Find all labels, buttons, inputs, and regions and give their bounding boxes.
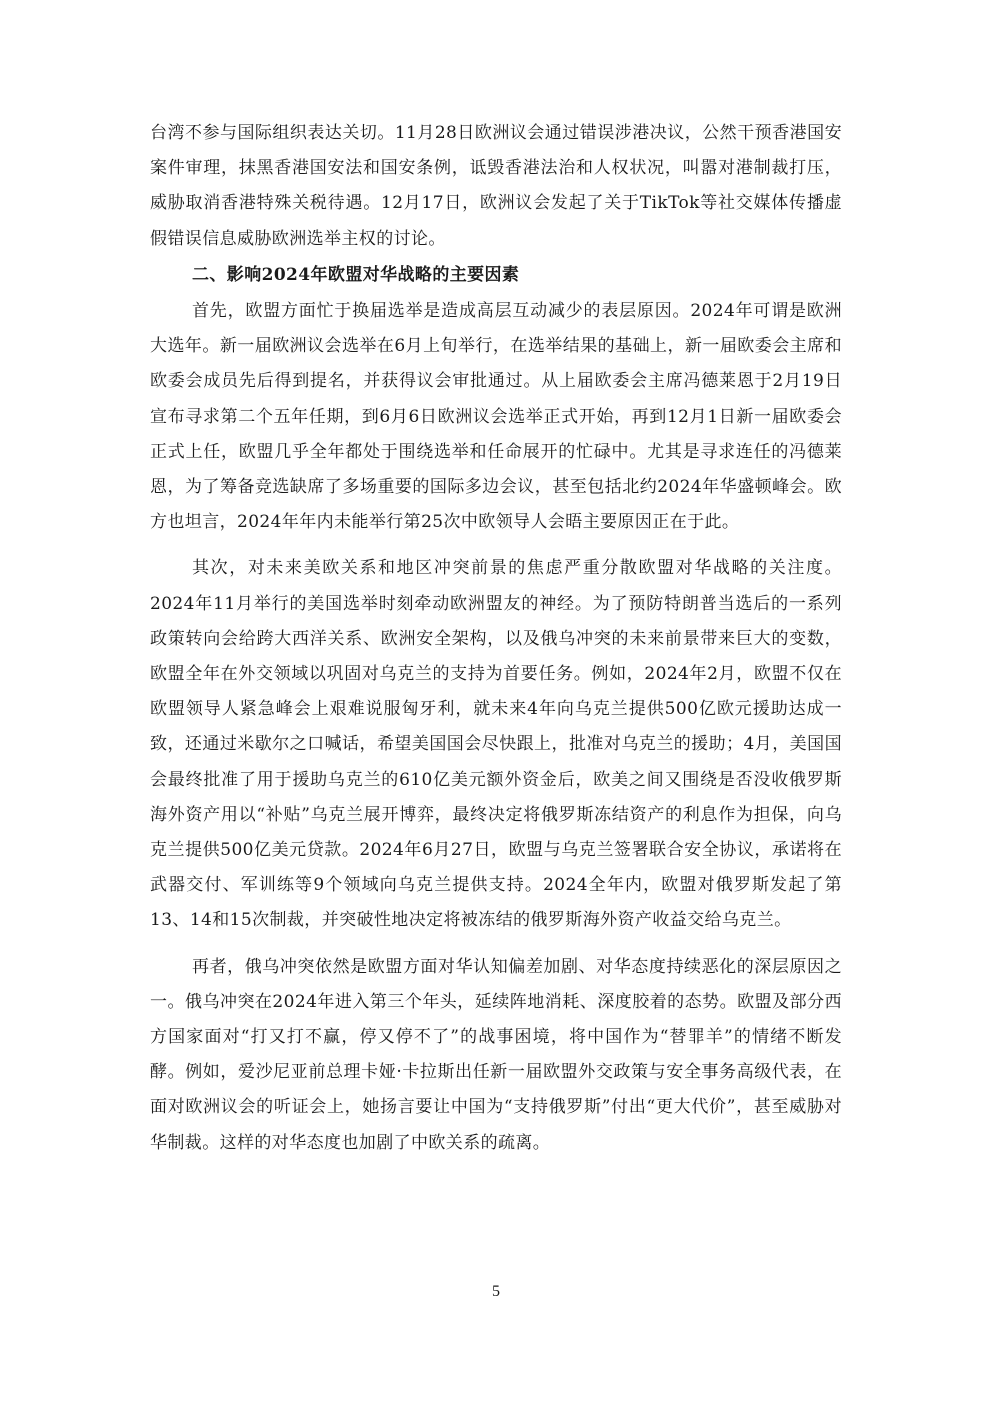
paragraph-third-factor: 再者，俄乌冲突依然是欧盟方面对华认知偏差加剧、对华态度持续恶化的深层原因之一。俄乌冲突在2024年进入第三个年头，延续阵地消耗、深度胶着的态势。欧盟及部分西方国家面对“打又打不赢，停又停不了”的战事困境，将中国作为“替罪羊”的情绪不断发酵。例如，爱沙尼亚前总理卡娅·卡拉斯出任新一届欧盟外交政策与安全事务高级代表，在面对欧洲议会的听证会上，她扬言要让中国为“支持俄罗斯”付出“更大代价”，甚至威胁对华制裁。这样的对华态度也加剧了中欧关系的疏离。: [150, 956, 842, 1153]
paragraph-continuation: 台湾不参与国际组织表达关切。11月28日欧洲议会通过错误涉港决议，公然干预香港国安案件审理，抹黑香港国安法和国安条例，诋毁香港法治和人权状况，叫嚣对港制裁打压，威胁取消香港特殊关税待遇。12月17日，欧洲议会发起了关于TikTok等社交媒体传播虚假错误信息威胁欧洲选举主权的讨论。: [150, 123, 842, 249]
section-heading: 二、影响2024年欧盟对华战略的主要因素: [192, 264, 520, 285]
page-number: 5: [492, 1283, 500, 1300]
paragraph-second-factor: 其次，对未来美欧关系和地区冲突前景的焦虑严重分散欧盟对华战略的关注度。2024年11月举行的美国选举时刻牵动欧洲盟友的神经。为了预防特朗普当选后的一系列政策转向会给跨大西洋关系、欧洲安全架构，以及俄乌冲突的未来前景带来巨大的变数，欧盟全年在外交领域以巩固对乌克兰的支持为首要任务。例如，2024年2月，欧盟不仅在欧盟领导人紧急峰会上艰难说服匈牙利，就未来4年向乌克兰提供500亿欧元援助达成一致，还通过米歇尔之口喊话，希望美国国会尽快跟上，批准对乌克兰的援助；4月，美国国会最终批准了用于援助乌克兰的610亿美元额外资金后，欧美之间又围绕是否没收俄罗斯海外资产用以“补贴”乌克兰展开博弈，最终决定将俄罗斯冻结资产的利息作为担保，向乌克兰提供500亿美元贷款。2024年6月27日，欧盟与乌克兰签署联合安全协议，承诺将在武器交付、军训练等9个领域向乌克兰提供支持。2024全年内，欧盟对俄罗斯发起了第13、14和15次制裁，并突破性地决定将被冻结的俄罗斯海外资产收益交给乌克兰。: [150, 558, 842, 931]
paragraph-first-factor: 首先，欧盟方面忙于换届选举是造成高层互动减少的表层原因。2024年可谓是欧洲大选年。新一届欧洲议会选举在6月上旬举行，在选举结果的基础上，新一届欧委会主席和欧委会成员先后得到提名，并获得议会审批通过。从上届欧委会主席冯德莱恩于2月19日宣布寻求第二个五年任期，到6月6日欧洲议会选举正式开始，再到12月1日新一届欧委会正式上任，欧盟几乎全年都处于围绕选举和任命展开的忙碌中。尤其是寻求连任的冯德莱恩，为了筹备竞选缺席了多场重要的国际多边会议，甚至包括北约2024年华盛顿峰会。欧方也坦言，2024年年内未能举行第25次中欧领导人会晤主要原因正在于此。: [150, 301, 842, 533]
document-body: [150, 116, 842, 1161]
